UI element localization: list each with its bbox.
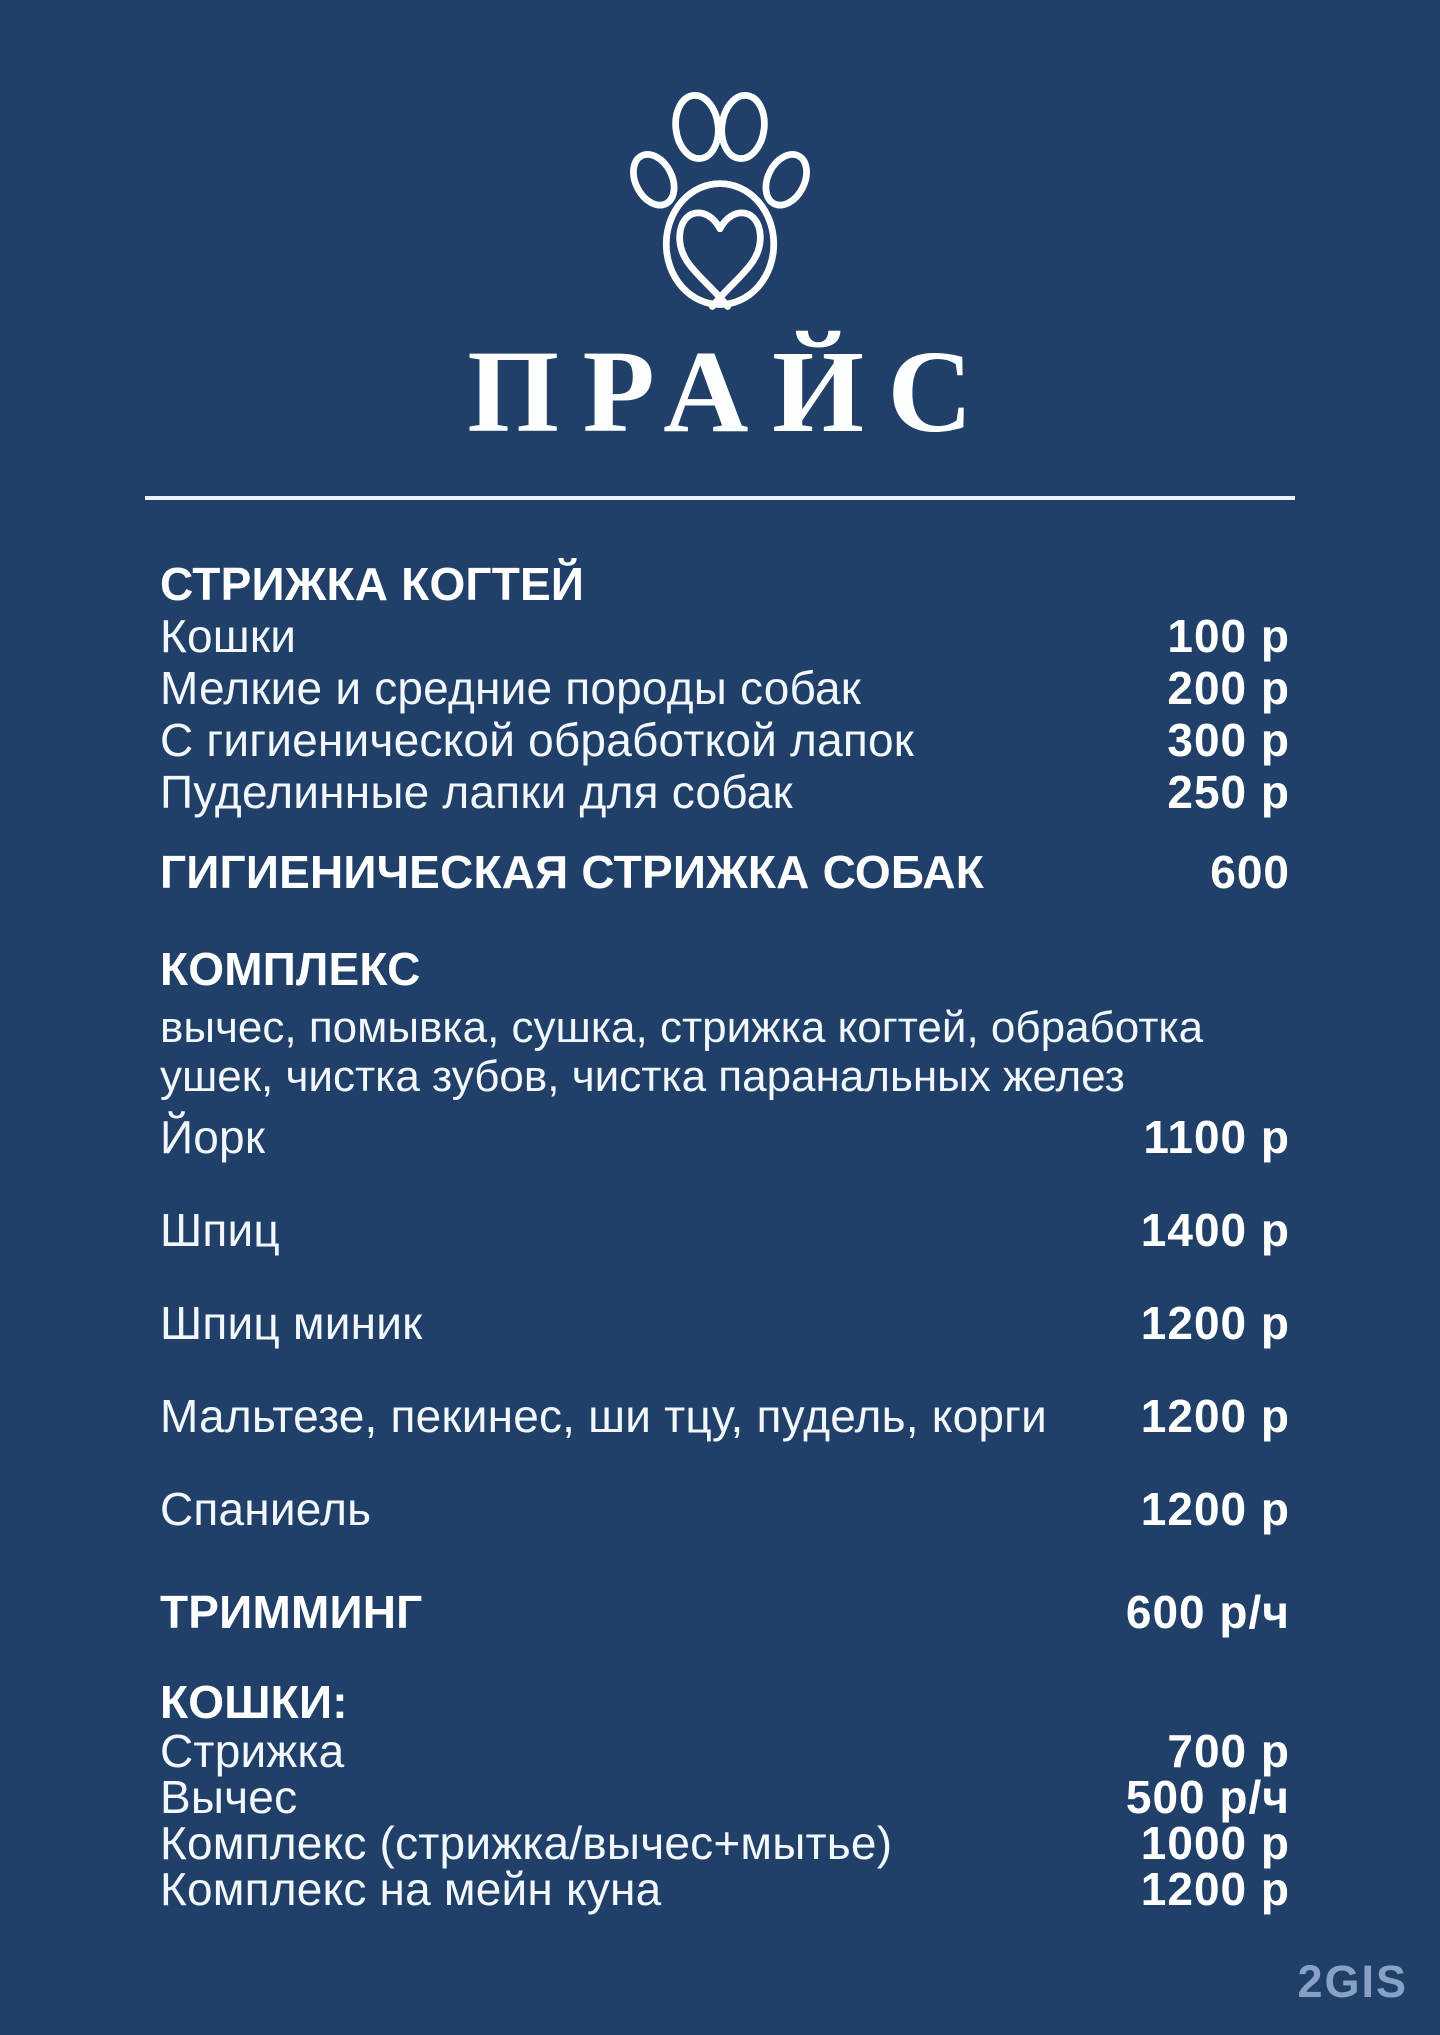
price-row <box>160 1724 1290 1777</box>
item-price: 600 р/ч <box>1125 1585 1290 1638</box>
item-price: 200 р <box>1167 661 1290 714</box>
item-price: 1000 р <box>1140 1816 1290 1869</box>
item-label: Комплекс (стрижка/вычес+мытье) <box>160 1816 893 1869</box>
item-price: 300 р <box>1167 713 1290 766</box>
item-label: Шпиц миник <box>160 1296 423 1349</box>
section-complex <box>160 943 1290 1535</box>
item-price: 1100 р <box>1143 1110 1290 1163</box>
price-row <box>160 610 1290 662</box>
price-row <box>160 1111 1290 1163</box>
item-price: 1200 р <box>1140 1296 1290 1349</box>
price-row <box>160 1483 1290 1535</box>
item-price: 100 р <box>1167 609 1290 662</box>
item-price: 1200 р <box>1140 1862 1290 1915</box>
price-row <box>160 1862 1290 1915</box>
item-price: 250 р <box>1167 765 1290 818</box>
item-label: Мальтезе, пекинес, ши тцу, пудель, корги <box>160 1389 1048 1442</box>
paw-heart-icon <box>624 82 816 314</box>
price-row <box>160 1770 1290 1823</box>
item-label: Мелкие и средние породы собак <box>160 661 862 714</box>
price-row <box>160 1297 1290 1349</box>
item-price: 700 р <box>1167 1724 1290 1777</box>
title-divider <box>145 496 1295 500</box>
item-label: Спаниель <box>160 1482 372 1535</box>
price-list-content <box>160 557 1290 1915</box>
section-trimming <box>160 1586 1290 1638</box>
item-label: Йорк <box>160 1110 266 1163</box>
section-header: ГИГИЕНИЧЕСКАЯ СТРИЖКА СОБАК <box>160 845 985 898</box>
section-header: ТРИММИНГ <box>160 1585 423 1638</box>
price-row <box>160 846 1290 898</box>
item-price: 1200 р <box>1140 1389 1290 1442</box>
item-price: 600 <box>1210 845 1290 898</box>
page-title: ПРАЙС <box>467 326 997 457</box>
price-row <box>160 766 1290 818</box>
item-label: Шпиц <box>160 1203 280 1256</box>
price-row <box>160 662 1290 714</box>
price-row <box>160 1204 1290 1256</box>
price-row <box>160 1390 1290 1442</box>
item-price: 1400 р <box>1140 1203 1290 1256</box>
watermark-2gis: 2GIS <box>1297 1956 1408 2007</box>
section-hygienic-trimming <box>160 846 1290 898</box>
item-price: 500 р/ч <box>1125 1770 1290 1823</box>
section-header: КОШКИ: <box>160 1675 348 1728</box>
item-label: Пуделинные лапки для собак <box>160 765 793 818</box>
section-cats <box>160 1675 1290 1915</box>
item-price: 1200 р <box>1140 1482 1290 1535</box>
section-description: вычес, помывка, сушка, стрижка когтей, обработка ушек, чистка зубов, чистка паранальных желез <box>160 1002 1204 1101</box>
price-row <box>160 714 1290 766</box>
item-label: Стрижка <box>160 1724 345 1777</box>
item-label: С гигиенической обработкой лапок <box>160 713 915 766</box>
section-header: СТРИЖКА КОГТЕЙ <box>160 557 585 610</box>
section-header: КОМПЛЕКС <box>160 942 421 995</box>
section-claw-trimming <box>160 558 1290 818</box>
item-label: Кошки <box>160 609 297 662</box>
item-label: Комплекс на мейн куна <box>160 1862 662 1915</box>
item-label: Вычес <box>160 1770 298 1823</box>
price-row <box>160 1816 1290 1869</box>
price-row <box>160 1586 1290 1638</box>
